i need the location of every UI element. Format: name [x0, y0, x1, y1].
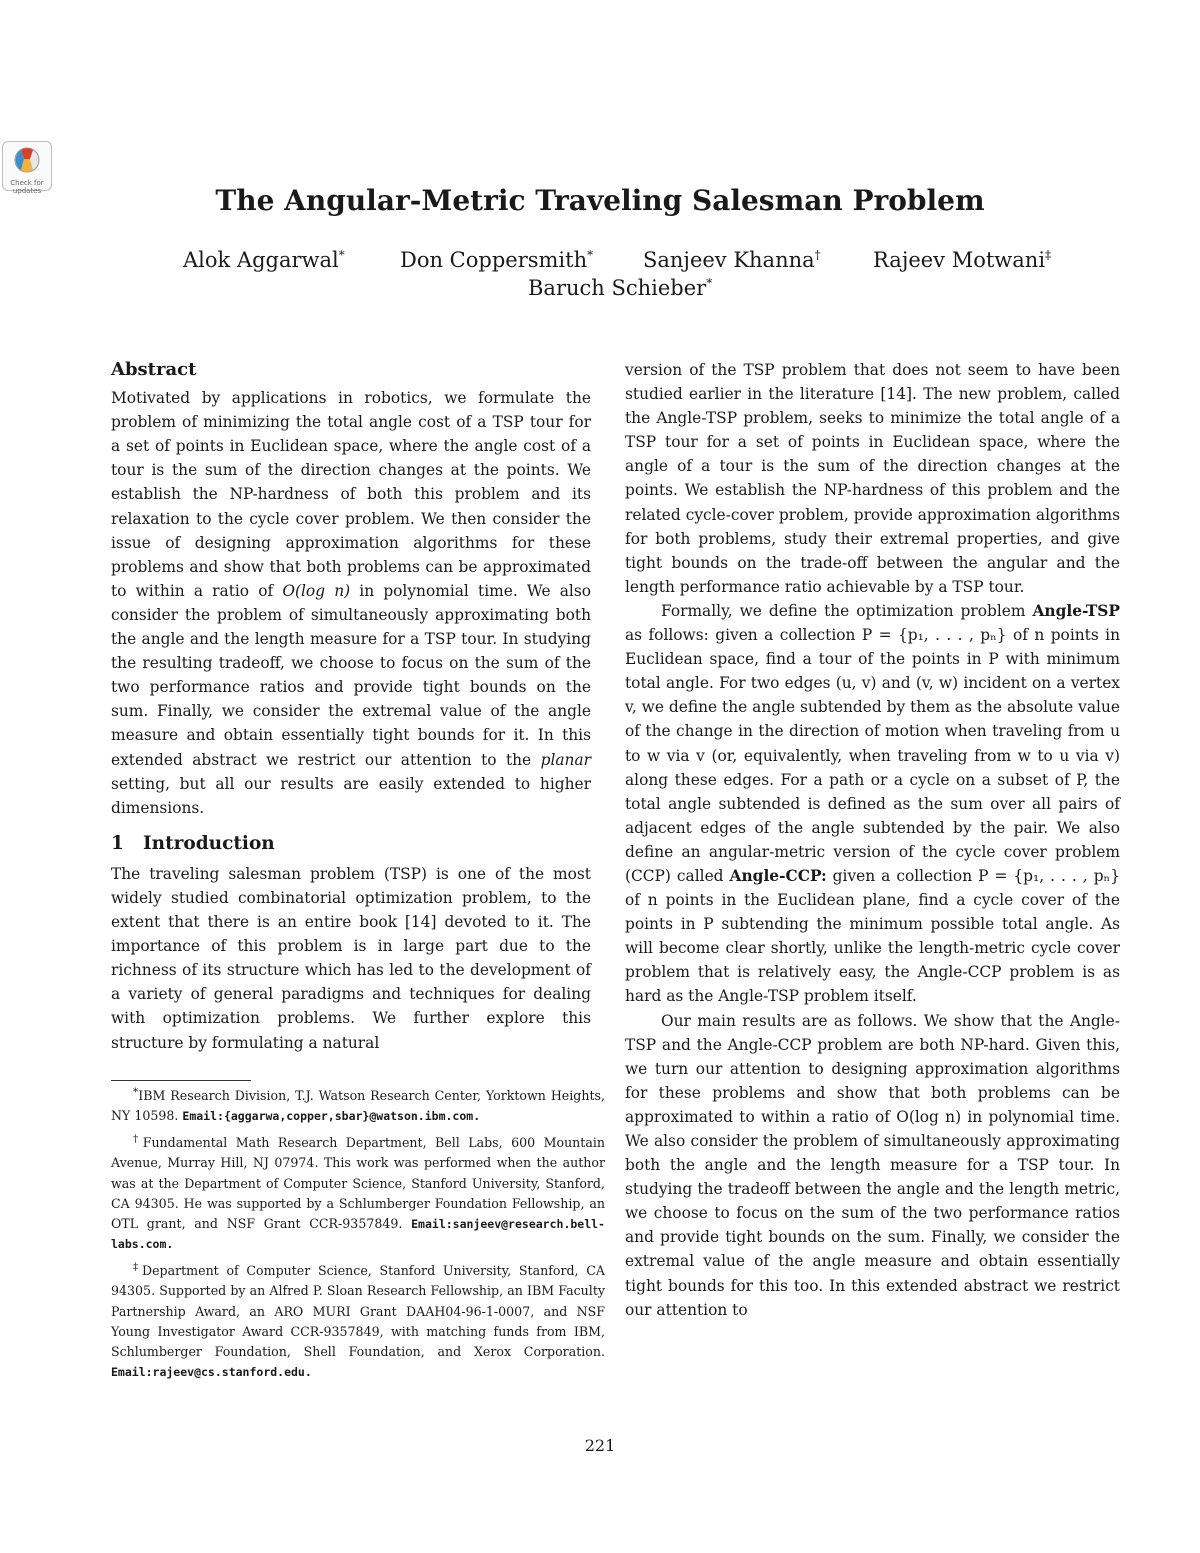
abstract-text: [111, 386, 591, 820]
footnote-1: [111, 1082, 605, 1127]
paper-title: The Angular-Metric Traveling Salesman Problem: [215, 184, 985, 217]
author-mark: *: [706, 276, 713, 290]
author-name: Baruch Schieber: [528, 276, 707, 300]
footnotes: [111, 1082, 605, 1383]
paragraph-text-part: Formally, we define the optimization problem: [661, 601, 1033, 620]
footnote-mark: †: [133, 1132, 143, 1145]
footnote-text: IBM Research Division, T.J. Watson Research Center, Yorktown Heights, NY 10598.: [111, 1088, 605, 1124]
footnote-3: [111, 1257, 605, 1383]
author-1: [183, 248, 345, 272]
author-2: [400, 248, 593, 272]
author-mark: *: [587, 248, 594, 262]
footnote-email: Email:sanjeev@research.bell-labs.com.: [111, 1217, 605, 1252]
right-paragraph-3: Our main results are as follows. We show that the Angle-TSP and the Angle-CCP problem are both NP-hard. Given this, we turn our attention to designing approximation algorithms for these problems and show that both problems can be approximated to within a ratio of O(log n) in polynomial time. We also consider the problem of simultaneously approximating both the angle and the length measure for a TSP tour. In studying the tradeoff between the angle and the length metric, we choose to focus on the sum of the two performance ratios and provide tight bounds on the sum. Finally, we consider the extremal value of the angle measure and obtain essentially tight bounds for this too. In this extended abstract we restrict our attention to: [625, 1011, 1120, 1319]
abstract-heading: Abstract: [111, 359, 197, 380]
footnote-2: [111, 1129, 605, 1255]
right-column: [625, 358, 1120, 1322]
author-mark: ‡: [1045, 248, 1052, 262]
author-3: [643, 248, 821, 272]
paragraph-text-part: given a collection P = {p₁, . . . , pₙ} of n points in the Euclidean plane, find a cycle cover of the points in P subtending the minimum possible total angle. As will become clear shortly, unlike the length-metric cycle cover problem that is relatively easy, the Angle-CCP problem is as hard as the Angle-TSP problem itself.: [625, 866, 1120, 1006]
section-heading-introduction: [111, 832, 591, 856]
badge-label: Check for updates: [10, 179, 44, 195]
footnote-email: Email:rajeev@cs.stanford.edu.: [111, 1365, 312, 1380]
abstract-math: O(log n): [282, 581, 351, 600]
abstract-text-part: Motivated by applications in robotics, we formulate the problem of minimizing the total angle cost of a TSP tour for a set of points in Euclidean space, where the angle cost of a tour is the sum of the direction changes at the points. We establish the NP-hardness of both this problem and its relaxation to the cycle cover problem. We then consider the issue of designing approximation algorithms for these problems and show that both problems can be approximated to within a ratio of: [111, 389, 591, 600]
abstract-emphasis: planar: [540, 750, 591, 769]
author-mark: *: [338, 248, 345, 262]
footnote-text: Department of Computer Science, Stanford University, Stanford, CA 94305. Supported by an Alfred P. Sloan Research Fellowship, an IBM Faculty Partnership Award, an ARO MURI Grant DAAH04-96-1-0007, and NSF Young Investigator Award CCR-9357849, with matching funds from IBM, Schlumberger Foundation, Shell Foundation, and Xerox Corporation.: [111, 1262, 605, 1360]
left-column: [111, 358, 591, 1055]
author-name: Sanjeev Khanna: [643, 248, 815, 272]
footnote-text: Fundamental Math Research Department, Bell Labs, 600 Mountain Avenue, Murray Hill, NJ 07974. This work was performed when the author was at the Department of Computer Science, Stanford University, Stanford, CA 94305. He was supported by a Schlumberger Foundation Fellowship, an OTL grant, and NSF Grant CCR-9357849.: [111, 1134, 605, 1232]
footnote-mark: *: [133, 1086, 139, 1098]
defined-term: Angle-CCP:: [729, 866, 827, 885]
footnote-mark: ‡: [133, 1260, 142, 1273]
crossmark-icon: [13, 146, 41, 174]
author-name: Don Coppersmith: [400, 248, 588, 272]
section-title: Introduction: [143, 832, 275, 854]
author-name: Alok Aggarwal: [183, 248, 339, 272]
abstract-text-part: in polynomial time. We also consider the problem of simultaneously approximating both the angle and the length measure for a TSP tour. In studying the resulting tradeoff, we choose to focus on the sum of the two performance ratios and provide tight bounds on the sum. Finally, we consider the extremal value of the angle measure and obtain essentially tight bounds for it. In this extended abstract we restrict our attention to the: [111, 581, 591, 769]
abstract-text-part: setting, but all our results are easily extended to higher dimensions.: [111, 774, 591, 817]
intro-paragraph: The traveling salesman problem (TSP) is one of the most widely studied combinatorial optimization problem, to the extent that there is an entire book [14] devoted to it. The importance of this problem is in large part due to the richness of its structure which has led to the development of a variety of general paradigms and techniques for dealing with optimization problems. We further explore this structure by formulating a natural: [111, 864, 591, 1052]
section-number: 1: [111, 832, 124, 854]
page-number: 221: [584, 1436, 616, 1455]
author-name: Rajeev Motwani: [873, 248, 1046, 272]
paragraph-text-part: as follows: given a collection P = {p₁, . . . , pₙ} of n points in Euclidean space, find a tour of the points in P with minimum total angle. For two edges (u, v) and (v, w) incident on a vertex v, we define the angle subtended by them as the absolute value of the change in the direction of motion when traveling from u to w via v (or, equivalently, when traveling from w to u via v) along these edges. For a path or a cycle on a subset of P, the total angle subtended is defined as the sum over all pairs of adjacent edges of the angle subtended by the pair. We also define an angular-metric version of the cycle cover problem (CCP) called: [625, 626, 1120, 885]
defined-term: Angle-TSP: [1032, 601, 1120, 620]
author-4: [873, 248, 1051, 272]
footnote-rule: [111, 1080, 251, 1081]
footnote-email: Email:{aggarwa,copper,sbar}@watson.ibm.com.: [182, 1109, 481, 1124]
author-5: [528, 276, 712, 300]
right-paragraph-1: version of the TSP problem that does not seem to have been studied earlier in the literature [14]. The new problem, called the Angle-TSP problem, seeks to minimize the total angle of a TSP tour for a set of points in Euclidean space, where the angle of a tour is the sum of the direction changes at the points. We establish the NP-hardness of this problem and the related cycle-cover problem, provide approximation algorithms for both problems, study their extremal properties, and give tight bounds on the trade-off between the angular and the length performance ratio achievable by a TSP tour.: [625, 361, 1120, 596]
right-paragraph-2: [625, 599, 1120, 1009]
author-mark: †: [814, 248, 821, 262]
